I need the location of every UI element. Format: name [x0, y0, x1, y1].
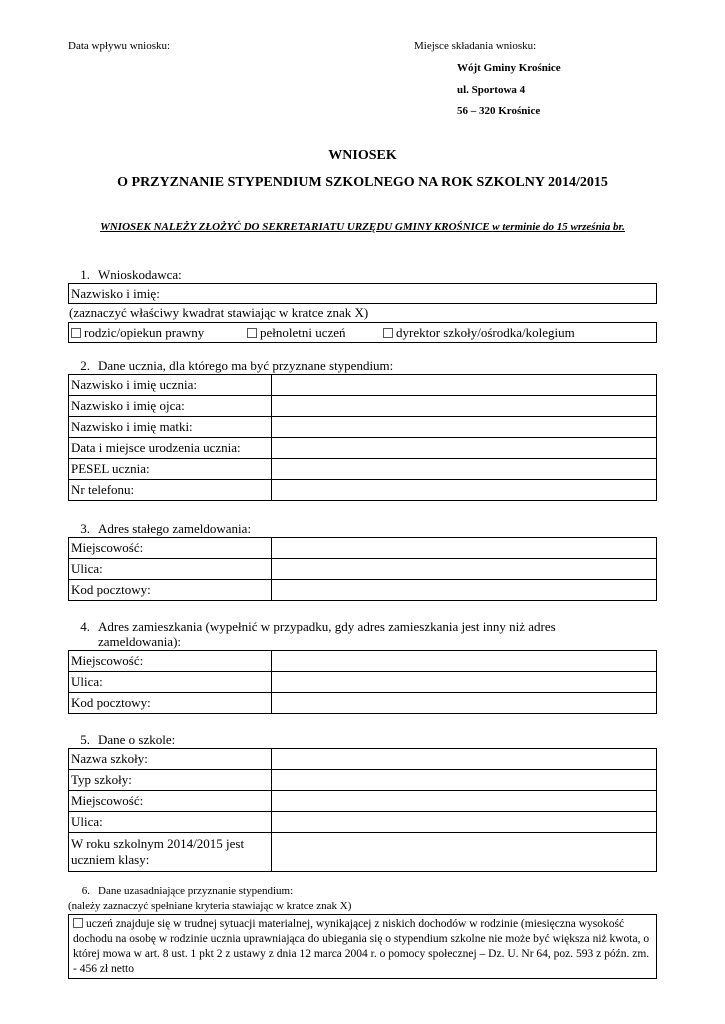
school-type-field[interactable] [272, 770, 657, 791]
row-label: Ulica: [69, 672, 272, 693]
row-label: Kod pocztowy: [69, 580, 272, 601]
option-label: rodzic/opiekun prawny [84, 325, 205, 340]
form-subtitle: O PRZYZNANIE STYPENDIUM SZKOLNEGO NA ROK SZKOLNY 2014/2015 [117, 175, 608, 190]
class-label-line2: uczniem klasy: [71, 852, 150, 867]
section-4-heading [68, 619, 556, 635]
submission-place-label: Miejsce składania wniosku: [414, 40, 537, 52]
registered-postcode-field[interactable] [272, 580, 657, 601]
row-label: Nazwisko i imię matki: [69, 417, 272, 438]
section-number: 3. [80, 521, 90, 536]
mother-name-field[interactable] [272, 417, 657, 438]
section-number: 2. [80, 358, 90, 373]
option-label: pełnoletni uczeń [260, 325, 346, 340]
row-label: Ulica: [69, 812, 272, 833]
section-4-heading-cont: zameldowania): [98, 634, 182, 649]
section-title: Adres stałego zameldowania: [98, 521, 252, 536]
school-street-field[interactable] [272, 812, 657, 833]
section-title: Dane ucznia, dla którego ma być przyznane stypendium: [98, 358, 394, 373]
section-5-heading [68, 732, 175, 748]
section-number: 5. [80, 732, 90, 747]
row-label: Miejscowość: [69, 538, 272, 559]
residence-postcode-field[interactable] [272, 693, 657, 714]
received-date-label: Data wpływu wniosku: [68, 40, 171, 52]
criterion-low-income[interactable] [68, 914, 657, 979]
row-label: Kod pocztowy: [69, 693, 272, 714]
phone-field[interactable] [272, 480, 657, 501]
class-label-line1: W roku szkolnym 2014/2015 jest [71, 836, 245, 851]
notice-main: WNIOSEK NALEŻY ZŁOŻYĆ DO SEKRETARIATU URZĘDU GMINY KROŚNICE [100, 221, 490, 233]
applicant-type-options [68, 322, 657, 343]
section-2-heading [68, 358, 393, 374]
row-label: Miejscowość: [69, 791, 272, 812]
section-6-heading [68, 885, 293, 897]
section-number: 6. [81, 885, 90, 897]
row-label: Typ szkoły: [69, 770, 272, 791]
section-title: Dane uzasadniające przyznanie stypendium: [98, 885, 294, 897]
notice-deadline: w terminie do 15 września br. [492, 221, 625, 233]
row-label: PESEL ucznia: [69, 459, 272, 480]
row-label: Nazwisko i imię ojca: [69, 396, 272, 417]
address-line-2: ul. Sportowa 4 [457, 84, 526, 96]
form-title: WNIOSEK [328, 148, 397, 163]
section-1-heading [68, 267, 182, 283]
row-label: Data i miejsce urodzenia ucznia: [69, 438, 272, 459]
residence-street-field[interactable] [272, 672, 657, 693]
residence-city-field[interactable] [272, 651, 657, 672]
checkbox-icon[interactable] [383, 328, 393, 338]
father-name-field[interactable] [272, 396, 657, 417]
residence-address-table [68, 650, 657, 714]
school-city-field[interactable] [272, 791, 657, 812]
option-parent[interactable] [71, 323, 247, 342]
birth-date-place-field[interactable] [272, 438, 657, 459]
section-title: Adres zamieszkania (wypełnić w przypadku, gdy adres zamieszkania jest inny niż adres [98, 619, 556, 634]
submission-notice [0, 221, 725, 233]
registered-address-table [68, 537, 657, 601]
section-number: 4. [80, 619, 90, 634]
registered-city-field[interactable] [272, 538, 657, 559]
checkbox-icon[interactable] [71, 328, 81, 338]
student-name-field[interactable] [272, 375, 657, 396]
pesel-field[interactable] [272, 459, 657, 480]
section-title: Dane o szkole: [98, 732, 176, 747]
row-label: Ulica: [69, 559, 272, 580]
row-label: Miejscowość: [69, 651, 272, 672]
section-number: 1. [80, 267, 90, 282]
row-label [69, 833, 272, 872]
checkbox-icon[interactable] [247, 328, 257, 338]
criterion-text: uczeń znajduje się w trudnej sytuacji materialnej, wynikającej z niskich dochodów w rodzinie (miesięczna wysokość dochodu na osobę w rodzinie ucznia uprawniająca do ubiegania się o stypendium szkolne nie może być większa niż kwota, o której mowa w art. 8 ust. 1 pkt 2 z ustawy z dnia 12 marca 2004 r. o pomocy społecznej – Dz. U. Nr 64, poz. 593 z późn. zm. - 456 zł netto [73, 918, 650, 975]
applicant-type-note: (zaznaczyć właściwy kwadrat stawiając w kratce znak X) [69, 305, 369, 320]
section-title: Wnioskodawca: [98, 267, 182, 282]
section-3-heading [68, 521, 251, 537]
address-line-1: Wójt Gminy Krośnice [457, 62, 561, 74]
applicant-name-table [68, 283, 657, 304]
school-data-table [68, 748, 657, 872]
applicant-name-field[interactable] [69, 284, 657, 304]
row-label: Nazwa szkoły: [69, 749, 272, 770]
address-line-3: 56 – 320 Krośnice [457, 105, 541, 117]
registered-street-field[interactable] [272, 559, 657, 580]
row-label: Nazwisko i imię ucznia: [69, 375, 272, 396]
option-adult-student[interactable] [247, 323, 383, 342]
student-data-table [68, 374, 657, 501]
field-label: Nazwisko i imię: [71, 285, 160, 301]
option-label: dyrektor szkoły/ośrodka/kolegium [396, 325, 575, 340]
checkbox-icon[interactable] [73, 918, 83, 928]
school-name-field[interactable] [272, 749, 657, 770]
school-class-field[interactable] [272, 833, 657, 872]
row-label: Nr telefonu: [69, 480, 272, 501]
criteria-note: (należy zaznaczyć spełniane kryteria stawiając w kratce znak X) [68, 900, 352, 912]
option-director[interactable] [383, 323, 575, 342]
